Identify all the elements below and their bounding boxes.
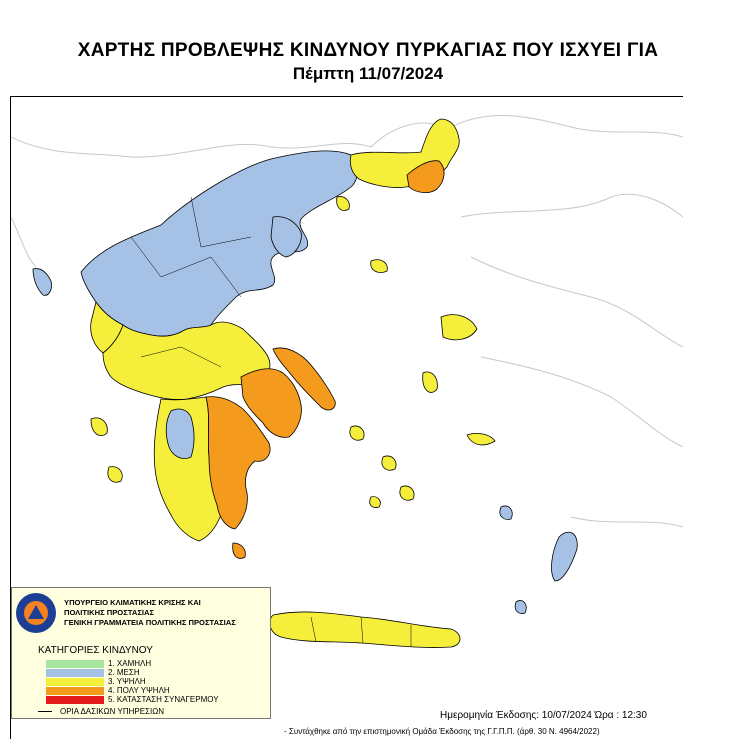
region-lesvos xyxy=(441,315,477,340)
region-kefalonia xyxy=(91,418,107,436)
region-thasos xyxy=(337,197,350,211)
region-zakynthos xyxy=(108,467,122,483)
region-northern-greece xyxy=(81,151,358,336)
region-rhodes xyxy=(552,532,578,581)
issue-date: Ημερομηνία Έκδοσης: 10/07/2024 Ώρα : 12:30 xyxy=(440,710,647,721)
swatch-emergency xyxy=(46,696,104,704)
swatch-high xyxy=(46,678,104,686)
categories-title: ΚΑΤΗΓΟΡΙΕΣ ΚΙΝΔΥΝΟΥ xyxy=(38,645,153,656)
category-label: 2. ΜΕΣΗ xyxy=(108,668,140,677)
legend-panel xyxy=(11,587,271,719)
boundary-line-sample xyxy=(38,711,52,712)
category-label: 1. ΧΑΜΗΛΗ xyxy=(108,659,152,668)
ministry-line-2: ΠΟΛΙΤΙΚΗΣ ΠΡΟΣΤΑΣΙΑΣ xyxy=(64,608,155,617)
region-lemnos xyxy=(371,260,388,273)
boundary-label: ΟΡΙΑ ΔΑΣΙΚΩΝ ΥΠΗΡΕΣΙΩΝ xyxy=(60,707,164,716)
category-label: 3. ΥΨΗΛΗ xyxy=(108,677,146,686)
ministry-name xyxy=(64,598,268,628)
ministry-line-1: ΥΠΟΥΡΓΕΙΟ ΚΛΙΜΑΤΙΚΗΣ ΚΡΙΣΗΣ ΚΑΙ xyxy=(64,598,201,607)
region-crete xyxy=(270,612,460,648)
region-cyclades xyxy=(350,426,414,508)
region-chios xyxy=(423,372,438,393)
boundary-legend xyxy=(38,707,164,716)
region-samos xyxy=(467,433,495,445)
region-dodecanese xyxy=(500,506,526,614)
footnote: - Συντάχθηκε από την επιστημονική Ομάδα Έκδοσης της Γ.Γ.Π.Π. (άρθ. 30 Ν. 4964/2022) xyxy=(284,727,600,736)
swatch-low xyxy=(46,660,104,668)
category-label: 5. ΚΑΤΑΣΤΑΣΗ ΣΥΝΑΓΕΡΜΟΥ xyxy=(108,695,219,704)
swatch-medium xyxy=(46,669,104,677)
ministry-line-3: ΓΕΝΙΚΗ ΓΡΑΜΜΑΤΕΙΑ ΠΟΛΙΤΙΚΗΣ ΠΡΟΣΤΑΣΙΑΣ xyxy=(64,618,236,627)
swatch-very-high xyxy=(46,687,104,695)
map-title: ΧΑΡΤΗΣ ΠΡΟΒΛΕΨΗΣ ΚΙΝΔΥΝΟΥ ΠΥΡΚΑΓΙΑΣ ΠΟΥ ΙΣΧΥΕΙ ΓΙΑ xyxy=(77,40,659,61)
emblem-triangle xyxy=(28,605,44,619)
category-label: 4. ΠΟΛΥ ΥΨΗΛΗ xyxy=(108,686,170,695)
civil-protection-emblem-icon xyxy=(16,593,56,633)
region-laconia-tip xyxy=(233,543,246,558)
forecast-date: Πέμπτη 11/07/2024 xyxy=(292,64,444,83)
region-corfu xyxy=(33,269,52,296)
